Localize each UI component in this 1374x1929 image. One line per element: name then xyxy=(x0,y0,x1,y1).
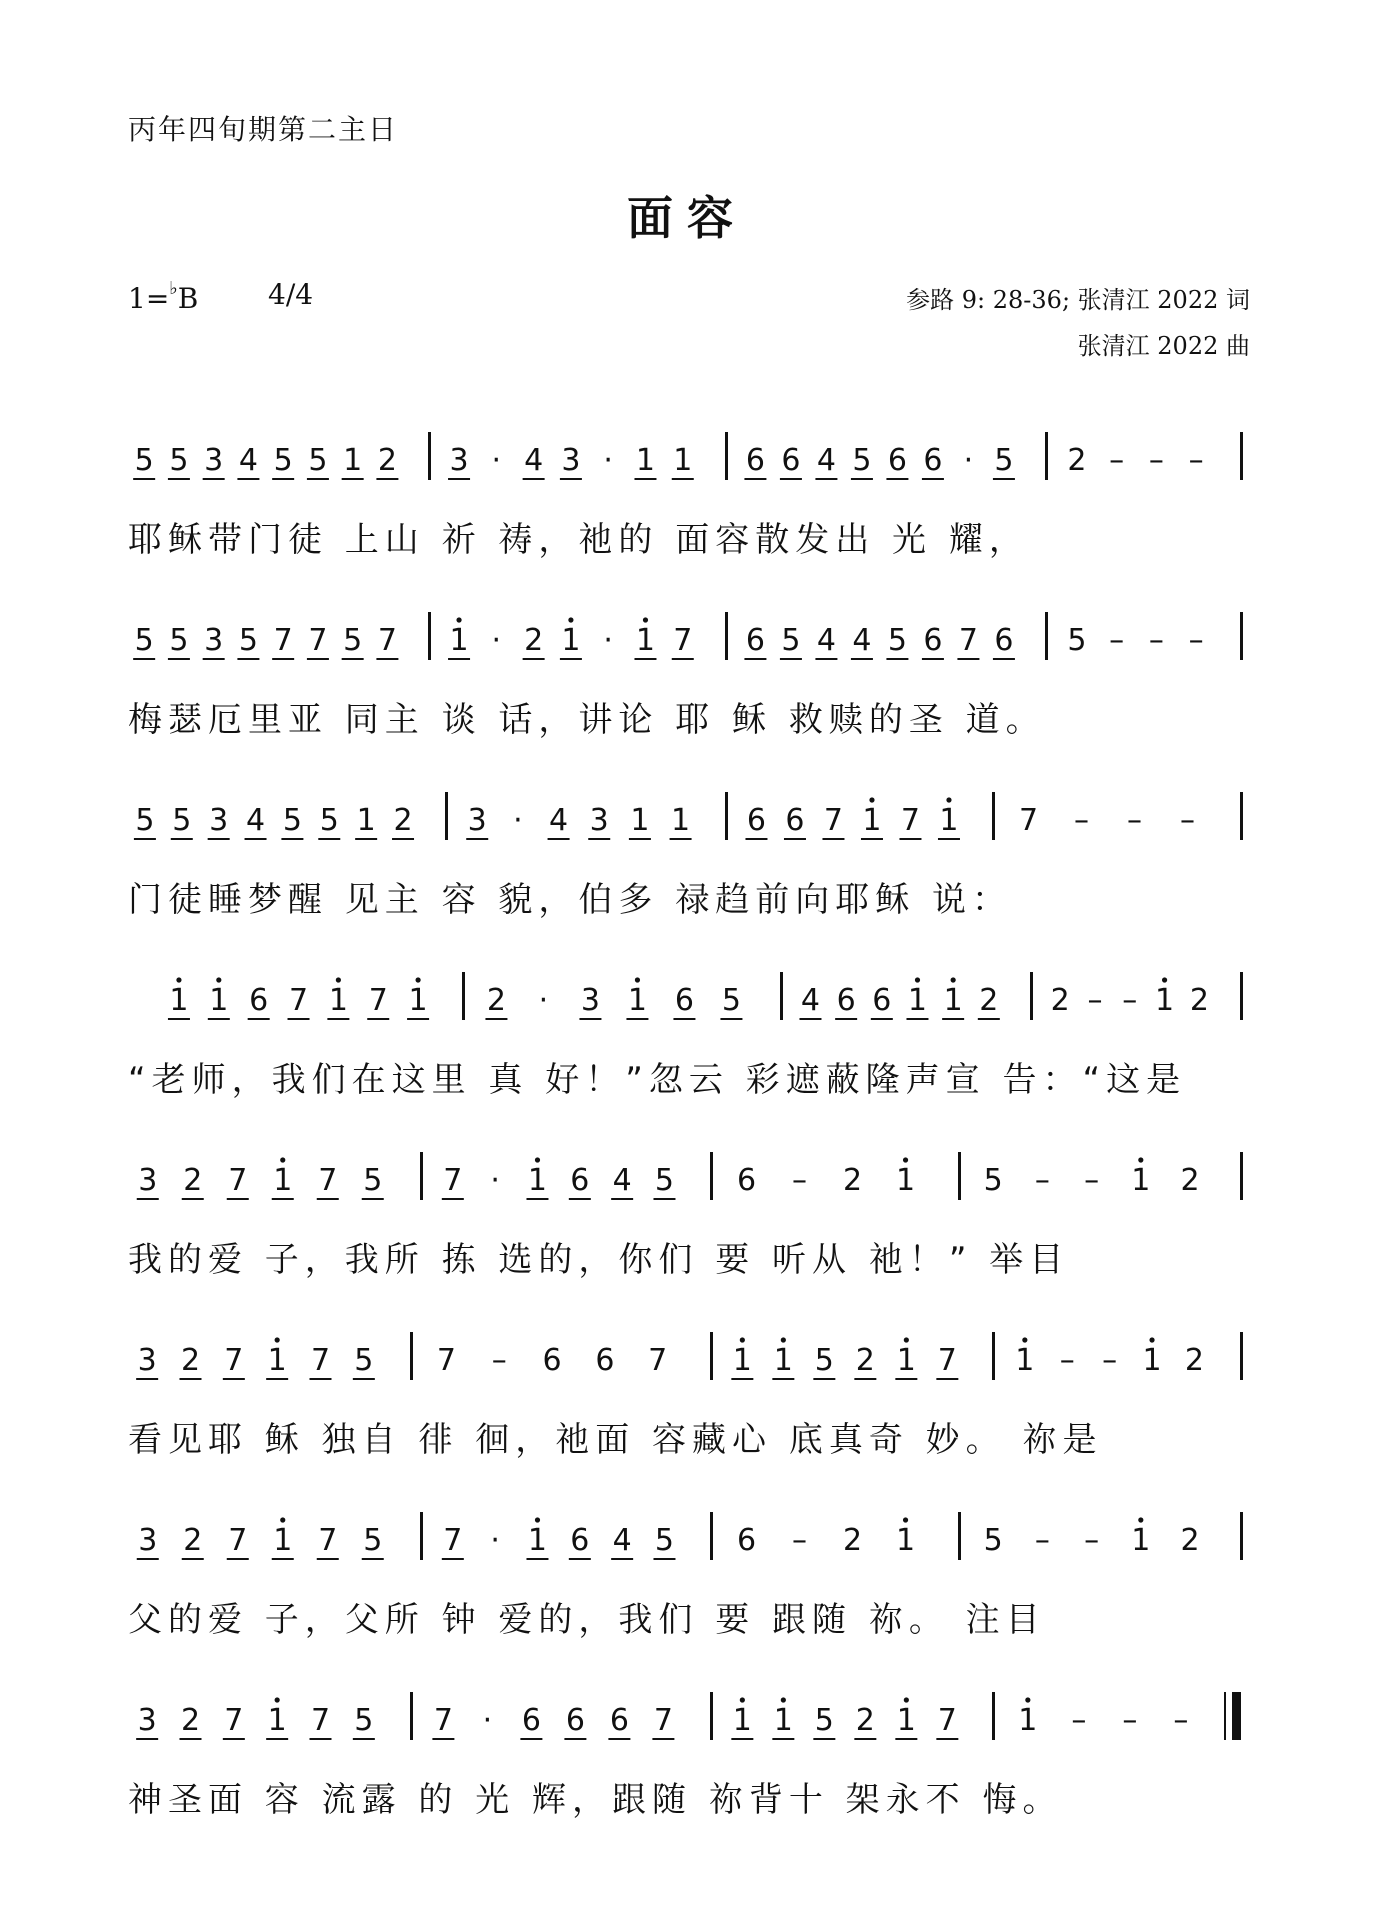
note: 6 xyxy=(745,443,765,478)
note: 5 xyxy=(852,443,872,478)
note: 1 xyxy=(267,1343,287,1378)
score-system xyxy=(0,1690,1374,1850)
note: 7 xyxy=(443,1523,463,1558)
note: 6 xyxy=(570,1523,590,1558)
barline xyxy=(992,1332,995,1380)
note: 1 xyxy=(267,1703,287,1738)
note: 2 xyxy=(1050,983,1070,1018)
note: 1 xyxy=(561,623,581,658)
note: 7 xyxy=(368,983,388,1018)
note: 3 xyxy=(204,623,224,658)
note: 1 xyxy=(273,1523,293,1558)
note: 4 xyxy=(524,443,544,478)
note: 5 xyxy=(814,1703,834,1738)
barline xyxy=(1240,432,1243,480)
dash-mark: – xyxy=(1084,1523,1100,1558)
barline xyxy=(1045,432,1048,480)
note: 1 xyxy=(408,983,428,1018)
note: 3 xyxy=(138,1523,158,1558)
octave-dot xyxy=(275,1697,280,1702)
barline xyxy=(725,612,728,660)
note: 6 xyxy=(781,443,801,478)
note: 7 xyxy=(224,1703,244,1738)
note: 6 xyxy=(746,803,767,838)
octave-dot xyxy=(1022,1337,1027,1342)
note: 7 xyxy=(273,623,293,658)
note: 1 xyxy=(627,983,647,1018)
note: 1 xyxy=(1018,1703,1038,1738)
note: 7 xyxy=(1019,803,1039,838)
lyrics-line: “老师，我们在这里 真 好！”忽云 彩遮蔽隆声宣 告：“这是 xyxy=(128,1060,1187,1100)
note: 1 xyxy=(630,803,650,838)
octave-dot xyxy=(415,977,420,982)
note: 2 xyxy=(843,1163,863,1198)
note: 2 xyxy=(180,1703,201,1738)
note: 6 xyxy=(745,623,765,658)
octave-dot xyxy=(280,1157,285,1162)
dash-mark: – xyxy=(1127,803,1143,838)
dash-mark: – xyxy=(1102,1343,1118,1378)
lyrics-line: 门徒睡梦醒 见主 容 貌，伯多 禄趋前向耶稣 说： xyxy=(128,880,1013,920)
note: 1 xyxy=(896,1163,916,1198)
note: 5 xyxy=(887,623,907,658)
barline xyxy=(428,612,431,660)
lyrics-line: 我的爱 子，我所 拣 选的，你们 要 听从 祂！” 举目 xyxy=(128,1240,1070,1280)
occasion-label: 丙年四旬期第二主日 xyxy=(128,113,399,146)
note: 7 xyxy=(823,803,844,838)
dash-mark: – xyxy=(1034,1523,1050,1558)
note: 1 xyxy=(209,983,229,1018)
note: 6 xyxy=(595,1343,615,1378)
dash-mark: – xyxy=(1122,983,1138,1018)
notation-line xyxy=(0,1690,1374,1770)
note: 5 xyxy=(814,1343,834,1378)
note: 1 xyxy=(635,443,656,478)
dash-mark: – xyxy=(1109,443,1125,478)
note: 5 xyxy=(363,1163,383,1198)
dot-mark: · xyxy=(538,983,549,1018)
dash-mark: – xyxy=(1180,803,1196,838)
note: 2 xyxy=(377,443,397,478)
note: 4 xyxy=(816,623,836,658)
octave-dot xyxy=(1162,977,1167,982)
note: 7 xyxy=(377,623,397,658)
notation-line xyxy=(0,1510,1374,1590)
barline xyxy=(1240,1332,1243,1380)
barline xyxy=(462,972,465,1020)
key-prefix: 1= xyxy=(128,282,170,315)
dash-mark: – xyxy=(1034,1163,1050,1198)
notation-line xyxy=(0,790,1374,870)
score-system xyxy=(0,430,1374,590)
note: 7 xyxy=(648,1343,668,1378)
octave-dot xyxy=(643,617,648,622)
note: 7 xyxy=(310,1703,331,1738)
dash-mark: – xyxy=(792,1163,808,1198)
octave-dot xyxy=(176,977,181,982)
note: 1 xyxy=(1142,1343,1162,1378)
note: 2 xyxy=(1184,1343,1204,1378)
octave-dot xyxy=(280,1517,285,1522)
dash-mark: – xyxy=(1148,623,1164,658)
note: 5 xyxy=(363,1523,383,1558)
note: 5 xyxy=(169,443,189,478)
note: 4 xyxy=(238,443,258,478)
notation-line xyxy=(0,1150,1374,1230)
note: 6 xyxy=(785,803,805,838)
note: 7 xyxy=(436,1343,457,1378)
note: 1 xyxy=(671,803,691,838)
barline xyxy=(725,792,728,840)
note: 4 xyxy=(549,803,569,838)
note: 7 xyxy=(443,1163,463,1198)
dash-mark: – xyxy=(1173,1703,1189,1738)
note: 1 xyxy=(732,1343,752,1378)
note: 2 xyxy=(183,1163,203,1198)
note: 1 xyxy=(527,1163,548,1198)
note: 5 xyxy=(354,1343,374,1378)
octave-dot xyxy=(946,797,951,802)
barline xyxy=(428,432,431,480)
score-system xyxy=(0,790,1374,950)
octave-dot xyxy=(275,1337,280,1342)
barline xyxy=(420,1512,423,1560)
note: 3 xyxy=(561,443,581,478)
note: 4 xyxy=(612,1523,632,1558)
barline xyxy=(992,1692,995,1740)
barline xyxy=(410,1332,413,1380)
note: 6 xyxy=(923,443,943,478)
lyrics-line: 耶稣带门徒 上山 祈 祷，祂的 面容散发出 光 耀， xyxy=(128,520,1029,560)
note: 6 xyxy=(249,983,269,1018)
note: 5 xyxy=(282,803,302,838)
note: 6 xyxy=(994,623,1014,658)
note: 2 xyxy=(843,1523,863,1558)
note: 5 xyxy=(319,803,339,838)
note: 6 xyxy=(542,1343,562,1378)
note: 5 xyxy=(308,443,328,478)
note: 1 xyxy=(907,983,928,1018)
octave-dot xyxy=(635,977,640,982)
note: 1 xyxy=(1131,1163,1151,1198)
note: 1 xyxy=(1015,1343,1035,1378)
flat-sign: ♭ xyxy=(169,278,178,299)
note: 5 xyxy=(135,803,155,838)
notation-line xyxy=(0,1330,1374,1410)
barline xyxy=(1240,1152,1243,1200)
barline xyxy=(410,1692,413,1740)
dash-mark: – xyxy=(1071,1703,1087,1738)
note: 1 xyxy=(1131,1523,1151,1558)
note: 1 xyxy=(896,1703,916,1738)
key-signature xyxy=(128,278,198,315)
note: 7 xyxy=(958,623,978,658)
note: 5 xyxy=(134,443,154,478)
note: 4 xyxy=(612,1163,632,1198)
song-title: 面容 xyxy=(627,191,747,245)
lyrics-line: 神圣面 容 流露 的 光 辉，跟随 祢背十 架永不 悔。 xyxy=(128,1780,1063,1820)
notation-line xyxy=(0,970,1374,1050)
barline xyxy=(1240,612,1243,660)
dot-mark: · xyxy=(603,623,613,658)
note: 7 xyxy=(937,1343,957,1378)
note: 3 xyxy=(138,1163,158,1198)
dot-mark: · xyxy=(491,443,502,478)
note: 2 xyxy=(393,803,413,838)
note: 2 xyxy=(979,983,999,1018)
note: 4 xyxy=(800,983,821,1018)
note: 3 xyxy=(209,803,229,838)
dash-mark: – xyxy=(1188,443,1204,478)
note: 7 xyxy=(318,1163,338,1198)
note: 1 xyxy=(896,1523,916,1558)
note: 7 xyxy=(433,1703,453,1738)
note: 1 xyxy=(732,1703,752,1738)
dot-mark: · xyxy=(963,443,974,478)
dash-mark: – xyxy=(792,1523,808,1558)
dash-mark: – xyxy=(491,1343,507,1378)
note: 7 xyxy=(673,623,693,658)
barline xyxy=(992,792,995,840)
note: 6 xyxy=(737,1523,757,1558)
octave-dot xyxy=(1138,1157,1143,1162)
note: 1 xyxy=(328,983,348,1018)
note: 5 xyxy=(654,1163,675,1198)
barline xyxy=(710,1152,713,1200)
octave-dot xyxy=(1138,1517,1143,1522)
dash-mark: – xyxy=(1109,623,1125,658)
note: 5 xyxy=(169,623,189,658)
octave-dot xyxy=(336,977,341,982)
octave-dot xyxy=(951,977,956,982)
note: 7 xyxy=(310,1343,331,1378)
note: 5 xyxy=(654,1523,675,1558)
lyrics-line: 看见耶 稣 独自 徘 徊，祂面 容藏心 底真奇 妙。 祢是 xyxy=(128,1420,1103,1460)
octave-dot xyxy=(216,977,221,982)
dash-mark: – xyxy=(1059,1343,1075,1378)
note: 3 xyxy=(589,803,609,838)
final-barline xyxy=(1232,1692,1241,1740)
note: 3 xyxy=(449,443,469,478)
note: 5 xyxy=(781,623,801,658)
note: 5 xyxy=(994,443,1014,478)
note: 6 xyxy=(521,1703,541,1738)
octave-dot xyxy=(568,617,573,622)
note: 1 xyxy=(527,1523,548,1558)
barline xyxy=(710,1512,713,1560)
score-system xyxy=(0,610,1374,770)
note: 3 xyxy=(467,803,487,838)
barline xyxy=(1240,1512,1243,1560)
note: 2 xyxy=(1189,983,1209,1018)
octave-dot xyxy=(904,1697,909,1702)
note: 6 xyxy=(887,443,907,478)
note: 2 xyxy=(486,983,506,1018)
note: 5 xyxy=(1067,623,1087,658)
dash-mark: – xyxy=(1122,1703,1138,1738)
note: 1 xyxy=(773,1703,793,1738)
note: 3 xyxy=(204,443,224,478)
note: 4 xyxy=(245,803,266,838)
final-barline-thin xyxy=(1224,1692,1226,1740)
note: 1 xyxy=(673,443,693,478)
time-signature: 4/4 xyxy=(268,278,314,311)
octave-dot xyxy=(904,1337,909,1342)
note: 2 xyxy=(1180,1523,1200,1558)
note: 1 xyxy=(773,1343,793,1378)
note: 1 xyxy=(635,623,656,658)
note: 5 xyxy=(134,623,154,658)
note: 1 xyxy=(343,443,363,478)
note: 2 xyxy=(180,1343,201,1378)
composer-credit: 张清江 2022 曲 xyxy=(1077,332,1250,360)
note: 2 xyxy=(855,1343,875,1378)
lyrics-line: 梅瑟厄里亚 同主 谈 话，讲论 耶 稣 救赎的圣 道。 xyxy=(128,700,1046,740)
dot-mark: · xyxy=(491,623,502,658)
note: 1 xyxy=(449,623,469,658)
note: 1 xyxy=(862,803,882,838)
note: 5 xyxy=(343,623,363,658)
dash-mark: – xyxy=(1087,983,1103,1018)
dot-mark: · xyxy=(490,1523,500,1558)
note: 6 xyxy=(923,623,943,658)
dot-mark: · xyxy=(490,1163,500,1198)
score-system xyxy=(0,970,1374,1130)
barline xyxy=(1030,972,1033,1020)
dash-mark: – xyxy=(1074,803,1090,838)
octave-dot xyxy=(740,1697,745,1702)
note: 7 xyxy=(228,1523,248,1558)
barline xyxy=(1240,972,1243,1020)
note: 7 xyxy=(288,983,309,1018)
note: 3 xyxy=(137,1343,157,1378)
dot-mark: · xyxy=(482,1703,493,1738)
note: 5 xyxy=(983,1163,1003,1198)
note: 7 xyxy=(318,1523,338,1558)
note: 5 xyxy=(983,1523,1003,1558)
score-system xyxy=(0,1330,1374,1490)
score-system xyxy=(0,1510,1374,1670)
note: 5 xyxy=(721,983,741,1018)
note: 6 xyxy=(674,983,694,1018)
octave-dot xyxy=(781,1697,786,1702)
note: 7 xyxy=(653,1703,673,1738)
octave-dot xyxy=(456,617,461,622)
note: 1 xyxy=(943,983,963,1018)
note: 6 xyxy=(872,983,892,1018)
note: 2 xyxy=(524,623,544,658)
note: 6 xyxy=(737,1163,757,1198)
note: 7 xyxy=(308,623,328,658)
dash-mark: – xyxy=(1148,443,1164,478)
barline xyxy=(725,432,728,480)
note: 1 xyxy=(169,983,189,1018)
barline xyxy=(420,1152,423,1200)
notation-line xyxy=(0,610,1374,690)
note: 2 xyxy=(183,1523,203,1558)
barline xyxy=(958,1152,961,1200)
barline xyxy=(710,1692,713,1740)
octave-dot xyxy=(1025,1697,1030,1702)
barline xyxy=(710,1332,713,1380)
score-system xyxy=(0,1150,1374,1310)
note: 1 xyxy=(896,1343,916,1378)
barline xyxy=(958,1512,961,1560)
note: 7 xyxy=(224,1343,244,1378)
barline xyxy=(1045,612,1048,660)
octave-dot xyxy=(1149,1337,1154,1342)
dash-mark: – xyxy=(1188,623,1204,658)
lyrics-line: 父的爱 子，父所 钟 爱的，我们 要 跟随 祢。 注目 xyxy=(128,1600,1046,1640)
notation-line xyxy=(0,430,1374,510)
note: 3 xyxy=(137,1703,157,1738)
note: 2 xyxy=(1067,443,1087,478)
octave-dot xyxy=(535,1157,540,1162)
barline xyxy=(445,792,448,840)
note: 1 xyxy=(1155,983,1175,1018)
note: 4 xyxy=(816,443,836,478)
note: 6 xyxy=(570,1163,590,1198)
note: 5 xyxy=(238,623,258,658)
note: 5 xyxy=(273,443,293,478)
key-note: B xyxy=(177,282,199,315)
note: 7 xyxy=(900,803,921,838)
octave-dot xyxy=(903,1157,908,1162)
note: 7 xyxy=(937,1703,957,1738)
dash-mark: – xyxy=(1084,1163,1100,1198)
note: 2 xyxy=(855,1703,875,1738)
source-and-lyricist: 参路 9: 28-36; 张清江 2022 词 xyxy=(906,286,1250,314)
octave-dot xyxy=(903,1517,908,1522)
octave-dot xyxy=(781,1337,786,1342)
note: 7 xyxy=(228,1163,248,1198)
octave-dot xyxy=(915,977,920,982)
note: 1 xyxy=(356,803,376,838)
note: 6 xyxy=(609,1703,629,1738)
note: 1 xyxy=(273,1163,293,1198)
octave-dot xyxy=(740,1337,745,1342)
note: 4 xyxy=(852,623,872,658)
barline xyxy=(780,972,783,1020)
note: 1 xyxy=(939,803,959,838)
note: 3 xyxy=(580,983,600,1018)
dot-mark: · xyxy=(513,803,523,838)
dot-mark: · xyxy=(603,443,613,478)
octave-dot xyxy=(535,1517,540,1522)
octave-dot xyxy=(869,797,874,802)
note: 2 xyxy=(1180,1163,1200,1198)
note: 5 xyxy=(172,803,192,838)
note: 5 xyxy=(354,1703,374,1738)
barline xyxy=(1240,792,1243,840)
note: 6 xyxy=(565,1703,585,1738)
note: 6 xyxy=(836,983,856,1018)
